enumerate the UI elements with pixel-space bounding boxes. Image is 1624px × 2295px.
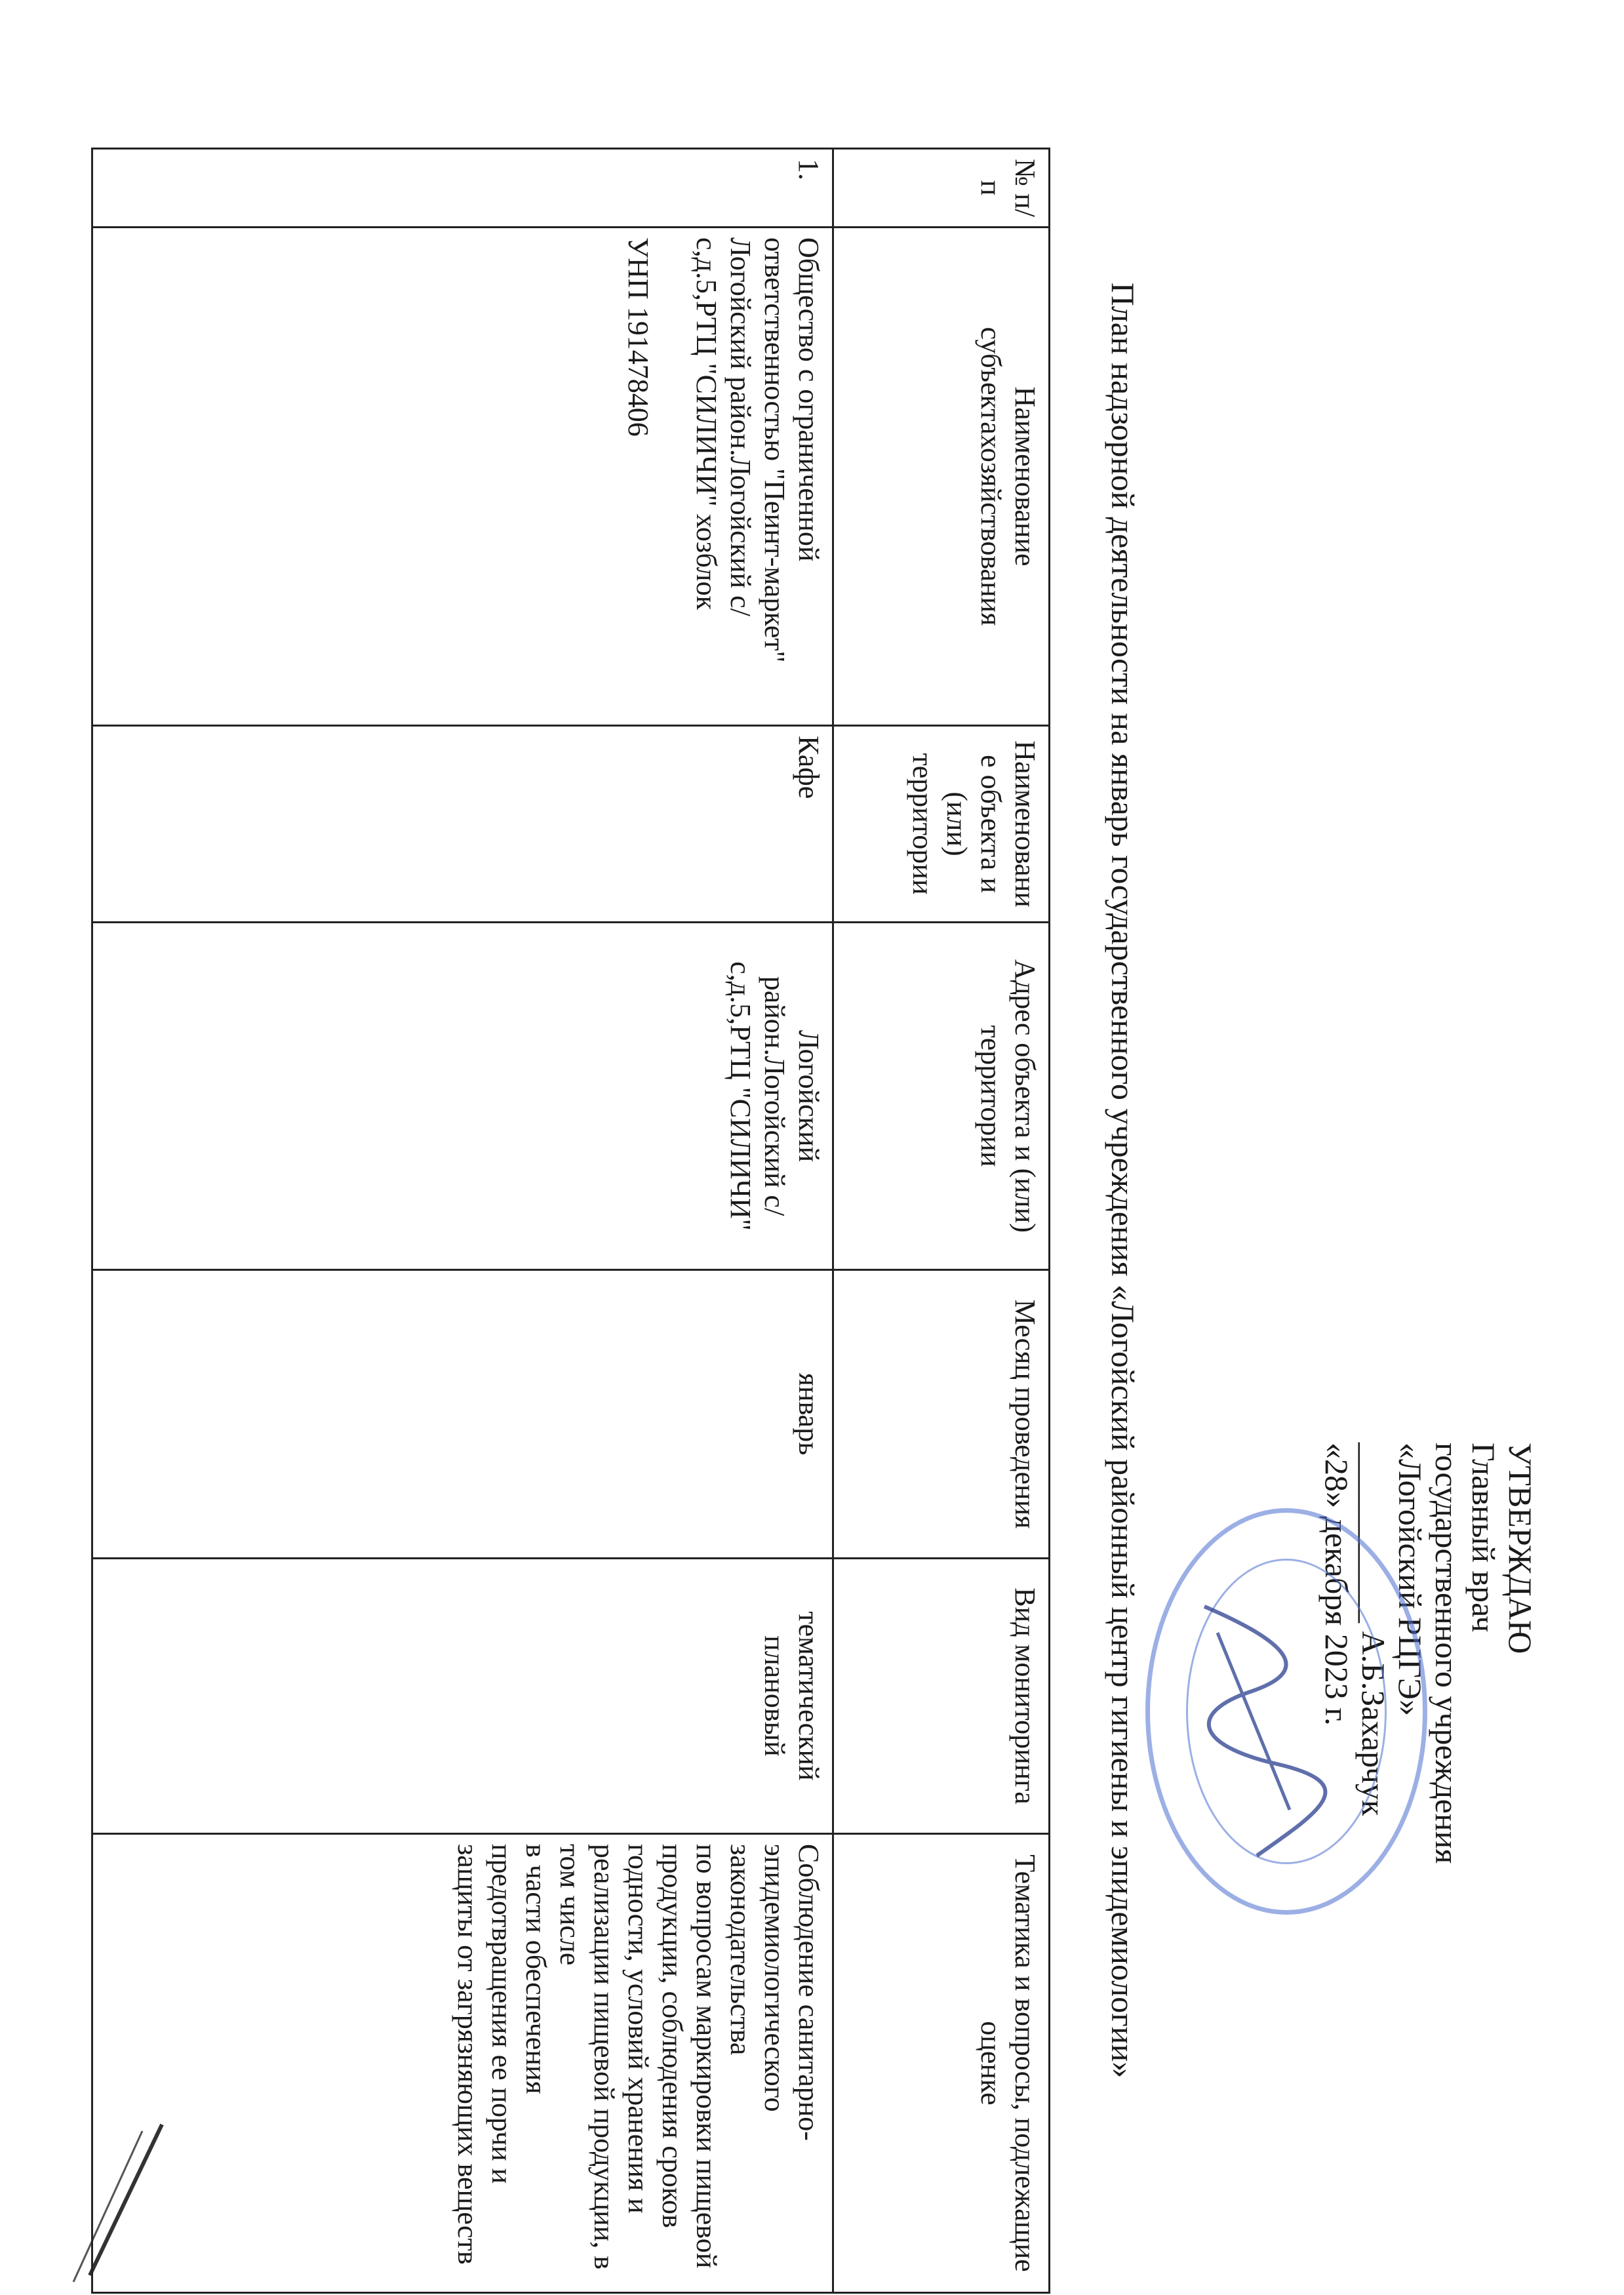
subject-unp: УНП 191478406 [622,237,654,437]
cell-monitoring-type: тематический плановый [92,1559,833,1834]
approval-position: Главный врач [1465,1443,1502,1633]
approval-signatory: ___________ А.Б.Захарчук [1355,1443,1392,1816]
header-number: № п/п [833,149,1050,228]
topic-detail: в части обеспечения предотвращения ее порчи и защиты от загрязняющих веществ [452,1844,552,2265]
approval-date: «28» декабря 2023 г. [1318,1443,1355,1726]
header-object: Наименование объекта и (или) территории [833,726,1050,923]
cell-object: Кафе [92,726,833,923]
cell-address: Логойский район.Логойский с/с,д.5,РТЦ "СИЛИЧИ" [92,923,833,1270]
topic-text: по вопросам маркировки пищевой продукции, соблюдения сроков годности, условий хранения и реализации пищевой продукции, в том числе [554,1844,723,2270]
header-address: Адрес объекта и (или) территории [833,923,1050,1270]
cell-month: январь [92,1270,833,1559]
table-row [92,149,833,2293]
handwritten-signature [1178,1593,1336,1869]
subject-address: Логойский район.Логойский с/с,д.5,РТЦ "СИЛИЧИ" хозблок [690,237,757,616]
subject-spacer [655,237,689,715]
header-topics: Тематика и вопросы, подлежащие оценке [833,1834,1050,2293]
table-header-row [833,149,1050,2293]
subject-name: Общество с ограниченной ответственностью "Пеинт-маркет" [759,237,825,663]
header-month: Месяц проведения [833,1270,1050,1559]
cell-topics [92,1834,833,2293]
header-subject: Наименование субъектахозяйствования [833,228,1050,726]
approval-organization: государственного учреждения [1429,1443,1465,1864]
document-title: План надзорной деятельности на январь государственного учреждения «Логойский районный центр гигиены и эпидемиологии» [1105,282,1141,2079]
header-monitoring-type: Вид мониторинга [833,1559,1050,1834]
topic-intro: Соблюдение санитарно-эпидемиологического законодательства [724,1844,825,2141]
cell-subject [92,228,833,726]
approval-heading: УТВЕРЖДАЮ [1502,1443,1539,1654]
approval-organization-short: «Логойский РЦГЭ» [1392,1443,1429,1717]
supervision-plan-table [91,148,1050,2294]
cell-number: 1. [92,149,833,228]
